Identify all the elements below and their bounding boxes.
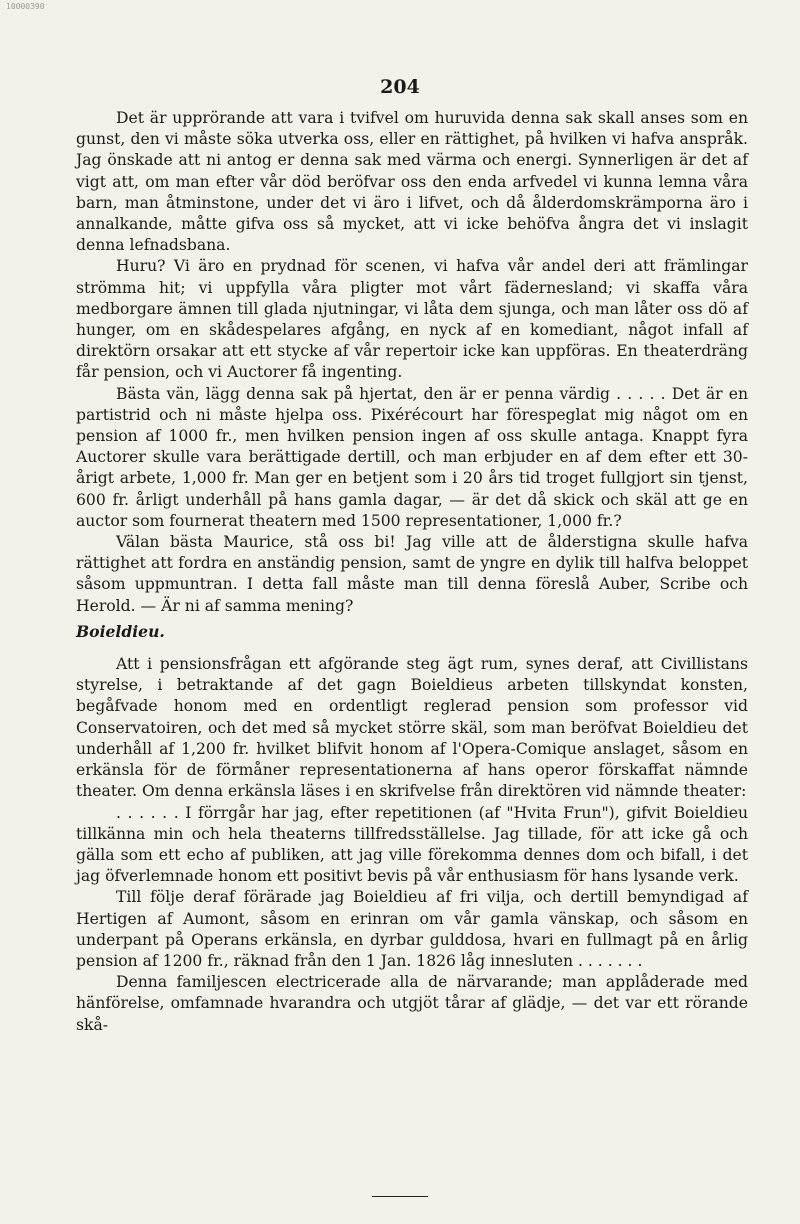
signature: Boieldieu.: [76, 621, 165, 641]
paragraph: Välan bästa Maurice, stå oss bi! Jag ville att de ålderstigna skulle hafva rättighet att fordra en anständig pension, samt de yngre en dylik till halfva beloppet såsom uppmuntran. I detta fall måste man till denna föreslå Auber, Scribe och Herold. — Är ni af samma mening?: [76, 533, 748, 615]
paragraph: Det är upprörande att vara i tvifvel om huruvida denna sak skall anses som en gunst, den vi måste söka utverka oss, eller en rättighet, på hvilken vi hafva anspråk. Jag önskade att ni antog er denna sak med värma och energi. Synnerligen är det af vigt att, om man efter vår död beröfvar oss den enda arfvedel vi kunna lemna våra barn, man åtminstone, under det vi äro i lifvet, och då ålderdomskrämporna äro i annalkande, måtte gifva oss så mycket, att vi icke behöfva ångra det vi inslagit denna lefnadsbana.: [76, 109, 748, 255]
paragraph: Huru? Vi äro en prydnad för scenen, vi hafva vår andel deri att främlingar strömma hit; vi uppfylla våra pligter mot vårt fädernesland; vi skaffa våra medborgare ämnen till glada njutningar, vi låta dem sjunga, och man låter oss dö af hunger, om en skådespelares afgång, en nyck af en komediant, något infall af direktörn orsakar att ett stycke af vår repertoir icke kan uppföras. En theaterdräng får pension, och vi Auctorer få ingenting.: [76, 257, 748, 382]
footer-rule: [372, 1196, 428, 1197]
page-number: 204: [380, 76, 420, 98]
paragraph: . . . . . . I förrgår har jag, efter repetitionen (af "Hvita Frun"), gifvit Boieldieu tillkänna min och hela theaterns tillfredsställelse. Jag tillade, för att icke gå och gälla som ett echo af publiken, att jag ville förekomma dennes dom och bifall, i det jag öfverlemnade honom ett positivt bevis på vår enthusiasm för hans lysande verk.: [76, 803, 748, 886]
scan-id: 10000390: [6, 2, 45, 11]
paragraph: Att i pensionsfrågan ett afgörande steg ägt rum, synes deraf, att Civillistans styrelse, i betraktande af det gagn Boieldieus arbeten tillskyndat konsten, begåfvade honom med en ordentligt reglerad pension som professor vid Conservatoiren, och det med så mycket större skäl, som man beröfvat Boieldieu det underhåll af 1,200 fr. hvilket blifvit honom af l'Opera-Comique anslaget, såsom en erkänsla för de förmåner representationerna af hans operor förskaffat nämnde theater. Om denna erkänsla läses i en skrifvelse från direktören vid nämnde theater:: [76, 655, 748, 801]
paragraph: Denna familjescen electricerade alla de närvarande; man applåderade med hänförelse, omfamnade hvarandra och utgjöt tårar af glädje, — det var ett rörande skå-: [76, 973, 748, 1034]
body-text: [76, 108, 748, 1036]
paragraph: Till följe deraf förärade jag Boieldieu af fri vilja, och dertill bemyndigad af Hertigen af Aumont, såsom en erinran om vår gamla vänskap, och såsom en underpant på Operans erkänsla, en dyrbar gulddosa, hvari en fullmagt på en årlig pension af 1200 fr., räknad från den 1 Jan. 1826 låg innesluten . . . . . . .: [76, 888, 748, 970]
paragraph: Bästa vän, lägg denna sak på hjertat, den är er penna värdig . . . . . Det är en partistrid och ni måste hjelpa oss. Pixérécourt har förespeglat mig något om en pension af 1000 fr., men hvilken pension ingen af oss skulle antaga. Knappt fyra Auctorer skulle vara berättigade dertill, och man erbjuder en af dem efter ett 30-årigt arbete, 1,000 fr. Man ger en betjent som i 20 års tid troget fullgjort sin tjenst, 600 fr. årligt underhåll på hans gamla dagar, — är det då skick och skäl att ge en auctor som fournerat theatern med 1500 representationer, 1,000 fr.?: [76, 384, 748, 530]
